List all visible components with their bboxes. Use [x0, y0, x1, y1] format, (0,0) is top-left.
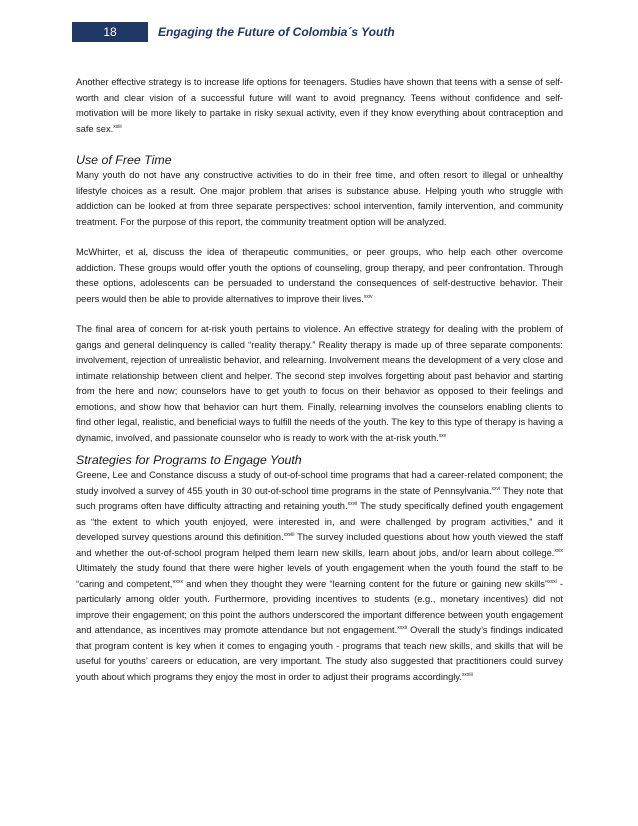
- endnote-ref: xxv: [438, 432, 447, 439]
- endnote-ref: xxiii: [113, 123, 122, 130]
- endnote-ref: xxviii: [283, 531, 295, 538]
- paragraph-program-study: Greene, Lee and Constance discuss a study of out-of-school time programs that had a career-related component; the study involved a survey of 455 youth in 30 out-of-school time programs in the state of Pennsylvania.$^{xxvi}$ They note that such programs often have difficulty attracting and retaining youth.$^{xxvii}$ The study specifically defined youth engagement as “the extent to which youth enjoyed, were interested in, and were challenged by program activities,” and it developed survey questions around this definition.$^{xxviii}$ The survey included questions about how youth viewed the staff and whether the out-of-school program helped them learn new skills, learn about jobs, and/or learn about college.$^{xxix}$ Ultimately the study found that there were higher levels of youth engagement when the youth found the staff to be “caring and competent,”$^{xxx}$ and when they thought they were “learning content for the future or gaining new skills”$^{xxxi}$ - particularly among older youth. Furthermore, providing incentives to students (e.g., monetary incentives) did not improve their engagement; on this point the authors underscored the important difference between youth engagement and attendance, as incentives may promote attendance but not engagement.$^{xxxii}$ Overall the study’s findings indicated that program content is key when it comes to engaging youth - programs that teach new skills, and skills that will be useful for youths’ careers or education, are very important. The study also suggested that practitioners could survey youth about which programs they enjoy the most in order to adjust their programs accordingly.$^{xxxiii}$: [76, 470, 564, 682]
- paragraph-therapeutic-communities: McWhirter, et al, discuss the idea of therapeutic communities, or peer groups, who help each other overcome addiction. These groups would offer youth the options of counseling, group therapy, and peer confrontation. Through these options, adolescents can be persuaded to understand the consequences of self-destructive behavior. Their peers would then be able to provide alternatives to improve their lives.$^{xxiv}$: [76, 247, 563, 304]
- endnote-ref: xxxiii: [461, 671, 473, 678]
- paragraph-free-time: Many youth do not have any constructive activities to do in their free time, and often resort to illegal or unhealthy lifestyle choices as a result. One major problem that arises is substance abuse. Helping youth who struggle with addiction can be looked at from three separate perspectives: school intervention, family intervention, and community treatment. For the purpose of this report, the community treatment option will be analyzed.: [76, 170, 563, 227]
- heading-strategies-for-programs: Strategies for Programs to Engage Youth: [76, 453, 302, 467]
- endnote-ref: xxiv: [363, 293, 373, 300]
- page-body: [76, 75, 563, 685]
- running-header-title: Engaging the Future of Colombia´s Youth: [158, 25, 395, 39]
- page-number: 18: [72, 22, 148, 42]
- endnote-ref: xxvii: [347, 500, 358, 507]
- endnote-ref: xxvi: [491, 485, 501, 492]
- page-header: [72, 22, 572, 42]
- endnote-ref: xxix: [554, 547, 563, 554]
- endnote-ref: xxxii: [397, 624, 407, 631]
- paragraph-life-options: Another effective strategy is to increase life options for teenagers. Studies have shown that teens with a sense of self-worth and clear vision of a successful future will want to avoid pregnancy. Teens without confidence and self-motivation will be more likely to partake in risky sexual activity, even if they know everything about contraception and safe sex.$^{xxiii}$: [76, 77, 563, 134]
- paragraph-reality-therapy: The final area of concern for at-risk youth pertains to violence. An effective strategy for dealing with the problem of gangs and general delinquency is called “reality therapy.” Reality therapy is made up of three separate components: involvement, rejection of unrealistic behavior, and relearning. Involvement means the development of a very close and intimate relationship between client and helper. The second step involves forgetting about past behavior and starting from the here and now; counselors have to get youth to focus on their behavior as opposed to their feelings and emotions, and show how that behavior can hurt them. Finally, relearning involves the counselors enabling clients to find other legal, realistic, and beneficial ways to fulfill the needs of the youth. The key to this type of therapy is having a dynamic, involved, and passionate counselor who is ready to work with the at-risk youth.$^{xxv}$: [76, 324, 563, 443]
- endnote-ref: xxx: [175, 578, 183, 585]
- endnote-ref: xxxi: [548, 578, 557, 585]
- heading-use-of-free-time: Use of Free Time: [76, 153, 172, 167]
